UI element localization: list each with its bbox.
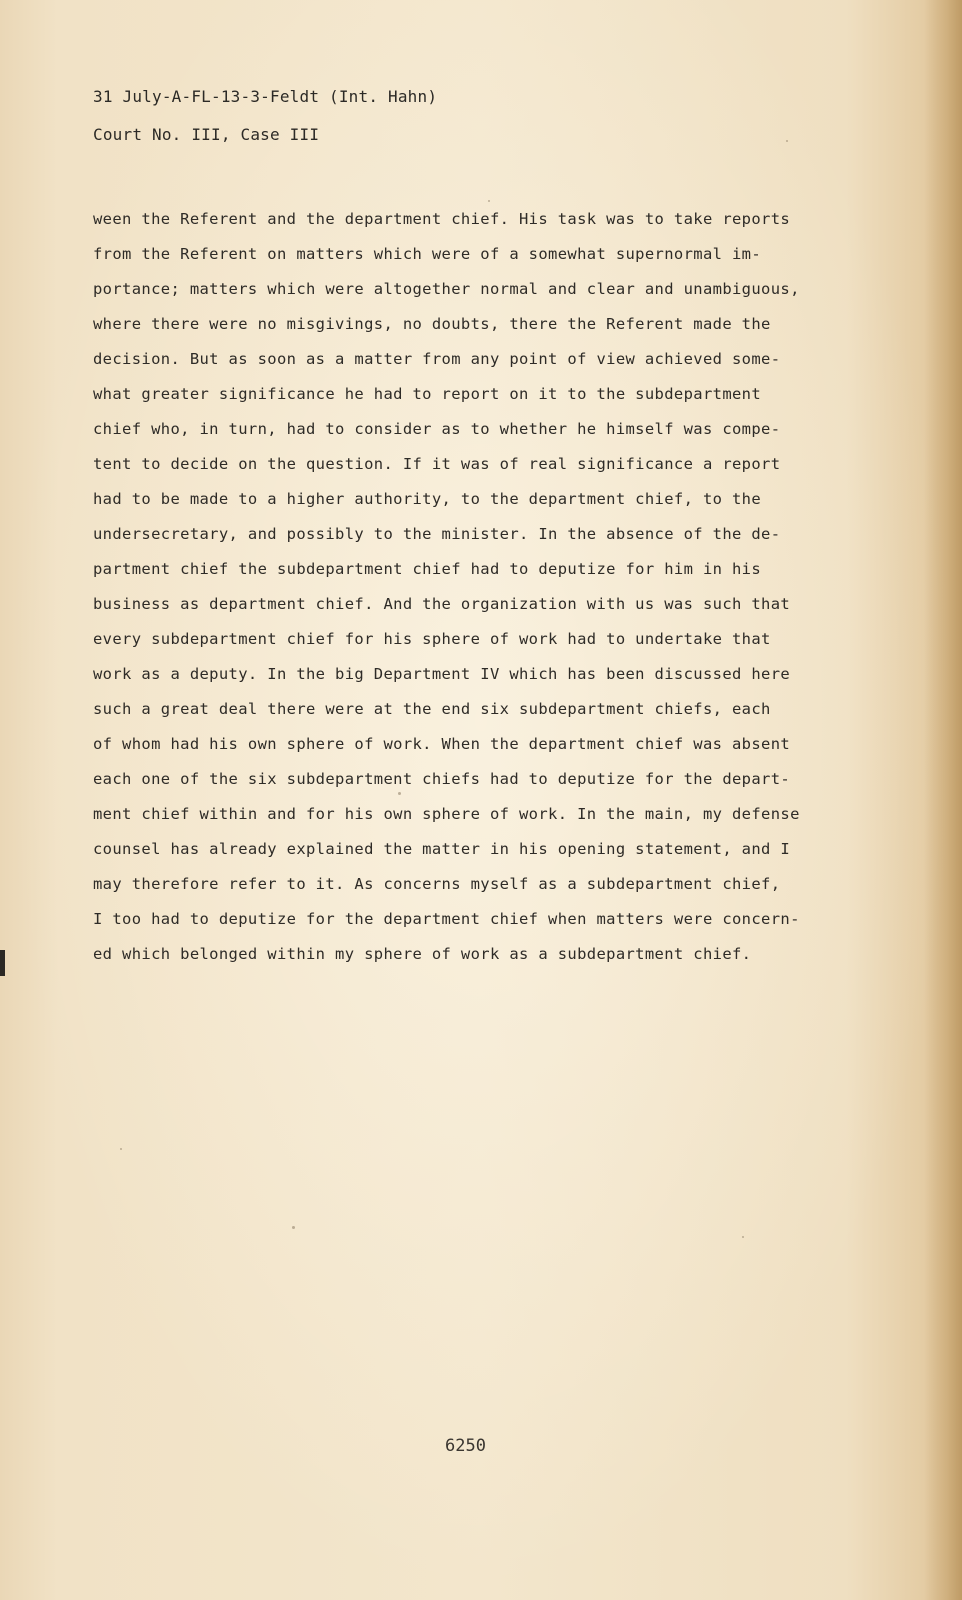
body-line: may therefore refer to it. As concerns myself as a subdepartment chief, — [93, 875, 781, 893]
body-line: had to be made to a higher authority, to the department chief, to the — [93, 490, 762, 508]
body-line: I too had to deputize for the department chief when matters were concern- — [93, 910, 800, 928]
body-line: business as department chief. And the organization with us was such that — [93, 595, 791, 613]
body-line: each one of the six subdepartment chiefs had to deputize for the depart- — [93, 770, 791, 788]
transcript-body — [93, 208, 863, 978]
body-line: work as a deputy. In the big Department IV which has been discussed here — [93, 665, 791, 683]
header-court-line: Court No. III, Case III — [93, 125, 320, 144]
body-line: chief who, in turn, had to consider as to whether he himself was compe- — [93, 420, 781, 438]
paper-speck — [292, 1226, 295, 1229]
paper-speck — [488, 200, 490, 202]
header-reference-line: 31 July-A-FL-13-3-Feldt (Int. Hahn) — [93, 87, 438, 106]
body-line: tent to decide on the question. If it was of real significance a report — [93, 455, 781, 473]
page-edge-shadow — [924, 0, 962, 1600]
body-line: undersecretary, and possibly to the minister. In the absence of the de- — [93, 525, 781, 543]
body-line: of whom had his own sphere of work. When the department chief was absent — [93, 735, 791, 753]
body-line: such a great deal there were at the end six subdepartment chiefs, each — [93, 700, 771, 718]
body-line: decision. But as soon as a matter from any point of view achieved some- — [93, 350, 781, 368]
paper-speck — [120, 1148, 122, 1150]
body-line: from the Referent on matters which were of a somewhat supernormal im- — [93, 245, 762, 263]
left-margin-mark — [0, 950, 5, 976]
body-line: what greater significance he had to report on it to the subdepartment — [93, 385, 762, 403]
document-header — [93, 86, 437, 162]
body-line: counsel has already explained the matter in his opening statement, and I — [93, 840, 791, 858]
body-line: portance; matters which were altogether normal and clear and unambiguous, — [93, 280, 800, 298]
page-number: 6250 — [445, 1436, 486, 1456]
body-line: ed which belonged within my sphere of work as a subdepartment chief. — [93, 945, 752, 963]
body-line: every subdepartment chief for his sphere of work had to undertake that — [93, 630, 771, 648]
body-line: ween the Referent and the department chief. His task was to take reports — [93, 210, 791, 228]
paper-speck — [786, 140, 788, 142]
body-line: where there were no misgivings, no doubts, there the Referent made the — [93, 315, 771, 333]
paper-speck — [742, 1236, 744, 1238]
body-line: ment chief within and for his own sphere of work. In the main, my defense — [93, 805, 800, 823]
body-line: partment chief the subdepartment chief had to deputize for him in his — [93, 560, 762, 578]
